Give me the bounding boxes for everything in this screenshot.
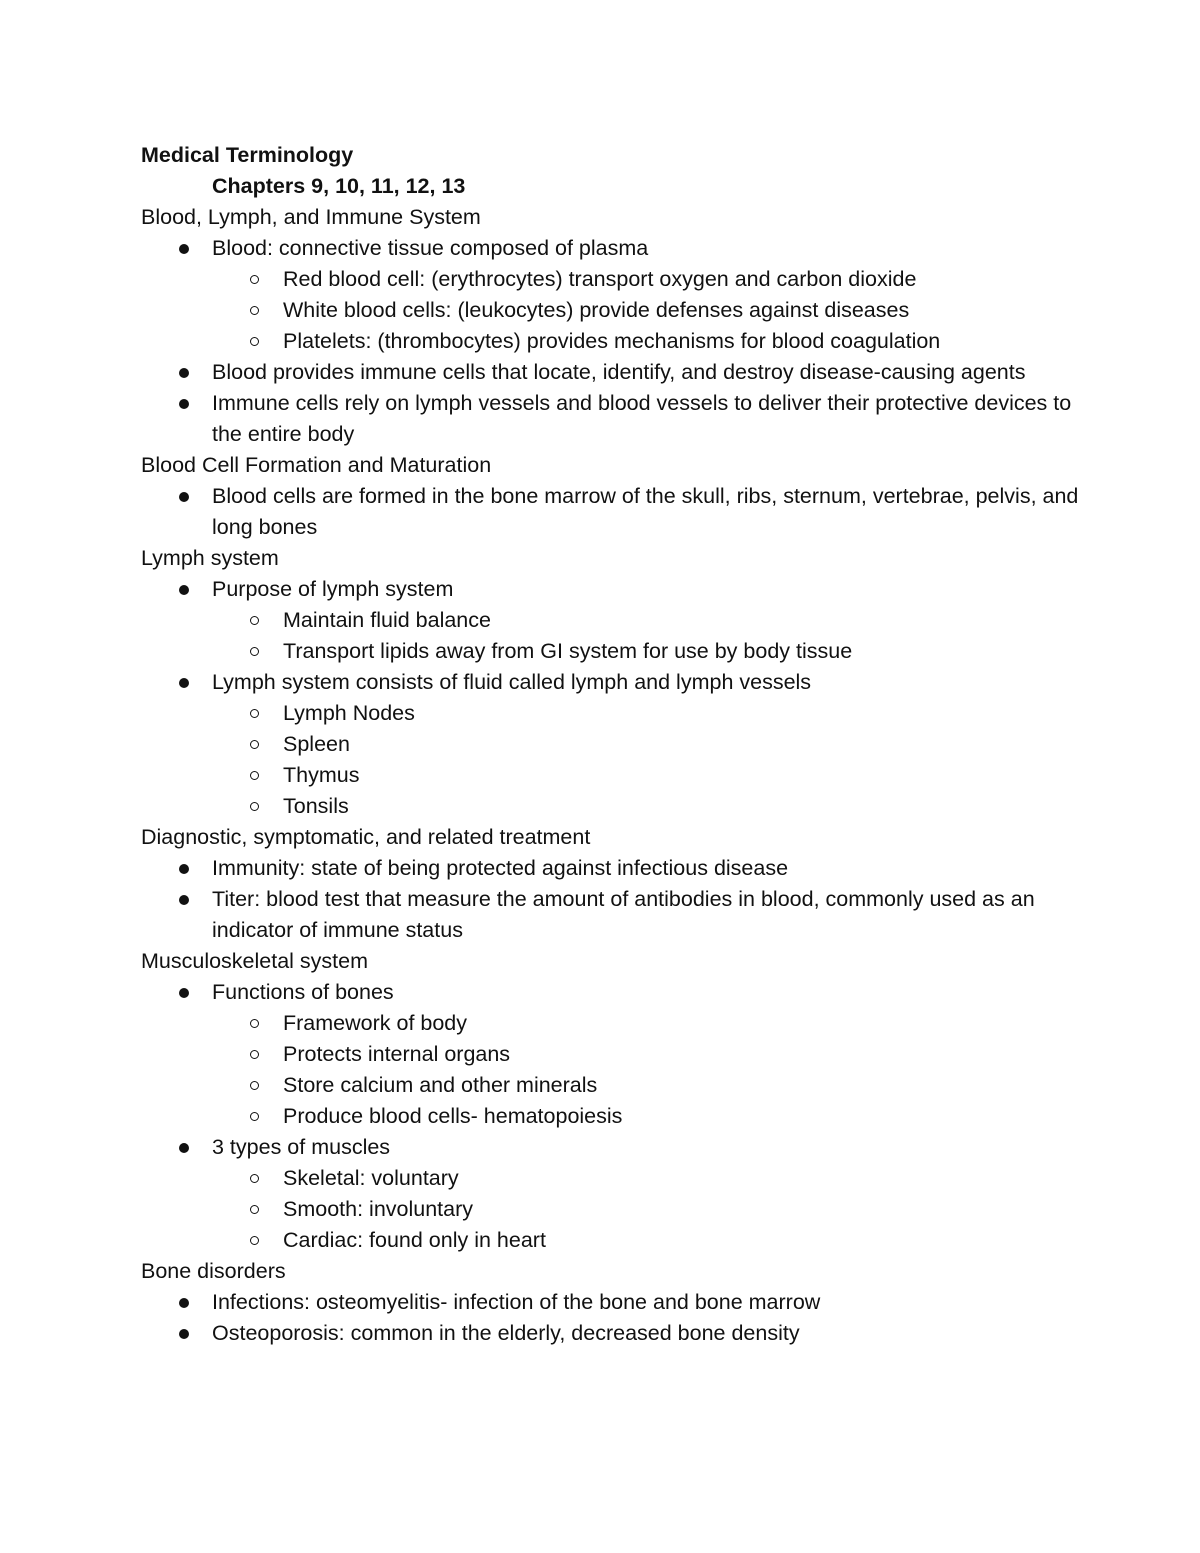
- bullet-circle-icon: [250, 1050, 259, 1059]
- bullet-dot-icon: [179, 1298, 189, 1308]
- list-item-text: 3 types of muscles: [212, 1135, 391, 1159]
- bullet-circle-icon: [250, 647, 259, 656]
- sub-list: [141, 1163, 1081, 1256]
- sub-list-item: [141, 326, 1081, 357]
- sub-list-item: [141, 1070, 1081, 1101]
- list-item-text: Immunity: state of being protected against infectious disease: [212, 856, 789, 880]
- document-title: Medical Terminology: [141, 143, 354, 167]
- sub-list: [141, 605, 1081, 667]
- list-item: [141, 884, 1081, 946]
- bullet-circle-icon: [250, 337, 259, 346]
- section-heading: Lymph system: [141, 546, 279, 570]
- bullet-dot-icon: [179, 895, 189, 905]
- list-item: [141, 574, 1081, 667]
- list-item: [141, 357, 1081, 388]
- sub-list-item-text: Framework of body: [283, 1011, 468, 1035]
- list-item-text: Blood cells are formed in the bone marrow of the skull, ribs, sternum, vertebrae, pelvis, and long bones: [212, 484, 1079, 539]
- bullet-circle-icon: [250, 1081, 259, 1090]
- bullet-dot-icon: [179, 368, 189, 378]
- bullet-dot-icon: [179, 988, 189, 998]
- sub-list: [141, 1008, 1081, 1132]
- sub-list-item-text: White blood cells: (leukocytes) provide defenses against diseases: [283, 298, 910, 322]
- list-item-text: Infections: osteomyelitis- infection of the bone and bone marrow: [212, 1290, 821, 1314]
- sub-list-item-text: Red blood cell: (erythrocytes) transport oxygen and carbon dioxide: [283, 267, 917, 291]
- section-heading: Musculoskeletal system: [141, 949, 369, 973]
- list-item-text: Blood provides immune cells that locate, identify, and destroy disease-causing agents: [212, 360, 1026, 384]
- list-item: [141, 1132, 1081, 1256]
- bullet-dot-icon: [179, 678, 189, 688]
- sub-list-item-text: Cardiac: found only in heart: [283, 1228, 546, 1252]
- sub-list-item: [141, 1163, 1081, 1194]
- sub-list-item: [141, 729, 1081, 760]
- section-heading: Blood, Lymph, and Immune System: [141, 205, 481, 229]
- bullet-list: [141, 233, 1081, 450]
- sub-list-item-text: Tonsils: [283, 794, 349, 818]
- sub-list-item: [141, 1194, 1081, 1225]
- bullet-list: [141, 977, 1081, 1256]
- list-item-text: Functions of bones: [212, 980, 394, 1004]
- bullet-circle-icon: [250, 1019, 259, 1028]
- bullet-circle-icon: [250, 709, 259, 718]
- sub-list-item: [141, 760, 1081, 791]
- list-item: [141, 481, 1081, 543]
- sub-list: [141, 698, 1081, 822]
- bullet-circle-icon: [250, 306, 259, 315]
- document-subtitle: Chapters 9, 10, 11, 12, 13: [212, 174, 466, 198]
- sub-list-item-text: Spleen: [283, 732, 350, 756]
- list-item-text: Osteoporosis: common in the elderly, decreased bone density: [212, 1321, 800, 1345]
- bullet-list: [141, 853, 1081, 946]
- bullet-dot-icon: [179, 864, 189, 874]
- sub-list-item-text: Smooth: involuntary: [283, 1197, 474, 1221]
- bullet-list: [141, 574, 1081, 822]
- list-item: [141, 233, 1081, 357]
- sub-list-item-text: Store calcium and other minerals: [283, 1073, 598, 1097]
- list-item: [141, 1318, 1081, 1349]
- sub-list-item-text: Protects internal organs: [283, 1042, 511, 1066]
- bullet-list: [141, 481, 1081, 543]
- bullet-list: [141, 1287, 1081, 1349]
- sub-list: [141, 264, 1081, 357]
- sub-list-item: [141, 1008, 1081, 1039]
- sub-list-item: [141, 1039, 1081, 1070]
- sub-list-item: [141, 636, 1081, 667]
- bullet-circle-icon: [250, 1236, 259, 1245]
- sub-list-item: [141, 791, 1081, 822]
- list-item: [141, 853, 1081, 884]
- sub-list-item: [141, 295, 1081, 326]
- sub-list-item: [141, 1101, 1081, 1132]
- sub-list-item-text: Transport lipids away from GI system for use by body tissue: [283, 639, 853, 663]
- list-item: [141, 388, 1081, 450]
- sub-list-item-text: Platelets: (thrombocytes) provides mechanisms for blood coagulation: [283, 329, 941, 353]
- bullet-circle-icon: [250, 771, 259, 780]
- bullet-dot-icon: [179, 585, 189, 595]
- bullet-circle-icon: [250, 802, 259, 811]
- list-item-text: Blood: connective tissue composed of plasma: [212, 236, 649, 260]
- list-item-text: Lymph system consists of fluid called lymph and lymph vessels: [212, 670, 812, 694]
- bullet-circle-icon: [250, 616, 259, 625]
- bullet-dot-icon: [179, 1329, 189, 1339]
- notes-body: [141, 202, 1081, 1349]
- list-item-text: Immune cells rely on lymph vessels and blood vessels to deliver their protective devices to the entire body: [212, 391, 1072, 446]
- section-heading: Diagnostic, symptomatic, and related treatment: [141, 825, 591, 849]
- sub-list-item: [141, 1225, 1081, 1256]
- list-item: [141, 667, 1081, 822]
- bullet-dot-icon: [179, 399, 189, 409]
- sub-list-item: [141, 605, 1081, 636]
- list-item: [141, 1287, 1081, 1318]
- sub-list-item-text: Thymus: [283, 763, 360, 787]
- bullet-circle-icon: [250, 1112, 259, 1121]
- sub-list-item: [141, 698, 1081, 729]
- section-heading: Blood Cell Formation and Maturation: [141, 453, 492, 477]
- list-item-text: Titer: blood test that measure the amount of antibodies in blood, commonly used as an indicator of immune status: [212, 887, 1035, 942]
- bullet-dot-icon: [179, 244, 189, 254]
- sub-list-item-text: Skeletal: voluntary: [283, 1166, 459, 1190]
- list-item: [141, 977, 1081, 1132]
- bullet-circle-icon: [250, 740, 259, 749]
- sub-list-item: [141, 264, 1081, 295]
- bullet-circle-icon: [250, 275, 259, 284]
- bullet-circle-icon: [250, 1205, 259, 1214]
- sub-list-item-text: Produce blood cells- hematopoiesis: [283, 1104, 623, 1128]
- bullet-circle-icon: [250, 1174, 259, 1183]
- bullet-dot-icon: [179, 1143, 189, 1153]
- bullet-dot-icon: [179, 492, 189, 502]
- sub-list-item-text: Maintain fluid balance: [283, 608, 491, 632]
- document-page: [141, 140, 1081, 1349]
- section-heading: Bone disorders: [141, 1259, 286, 1283]
- list-item-text: Purpose of lymph system: [212, 577, 454, 601]
- sub-list-item-text: Lymph Nodes: [283, 701, 415, 725]
